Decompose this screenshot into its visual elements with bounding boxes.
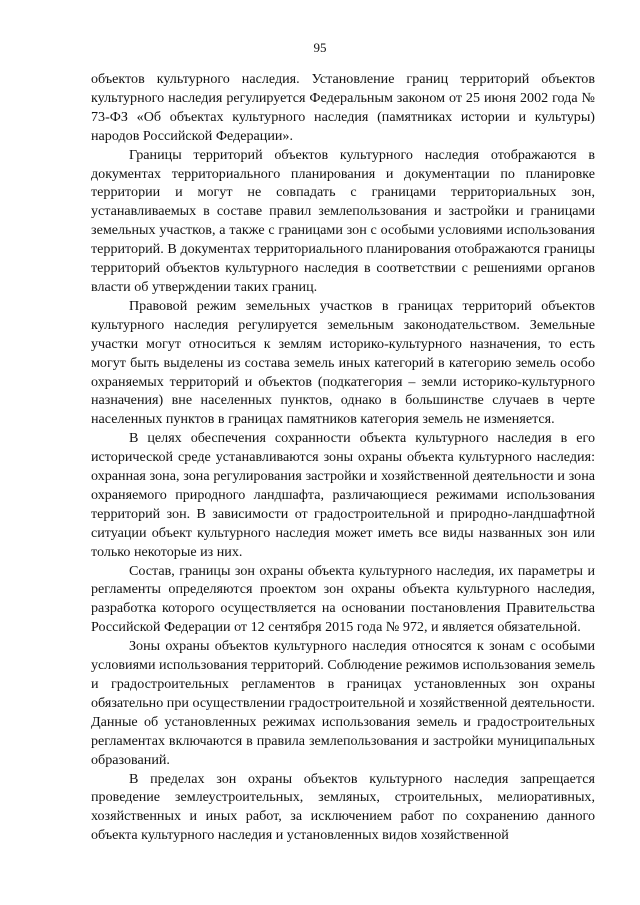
paragraph-zone-composition: Состав, границы зон охраны объекта культурного наследия, их параметры и регламенты определяются проектом зон охраны объекта культурного наследия, разработка которого осуществляется на основании постановления Правительства Российской Федерации от 12 сентября 2015 года № 972, и является обязательной. (91, 562, 595, 636)
paragraph-special-conditions: Зоны охраны объектов культурного наследия относятся к зонам с особыми условиями использования территорий. Соблюдение режимов использования земель и градостроительных регламентов в границах установленных зон охраны обязательно при осуществлении градостроительной и хозяйственной деятельности. Данные об установленных режимах использования земель и градостроительных регламентах включаются в правила землепользования и застройки муниципальных образований. (91, 638, 596, 768)
paragraph-protection-zones: В целях обеспечения сохранности объекта культурного наследия в его исторической среде устанавливаются зоны охраны объекта культурного наследия: охранная зона, зона регулирования застройки и хозяйственной деятельности и зона охраняемого природного ландшафта, различающиеся режимами использования территорий зон. В зависимости от градостроительной и природно-ландшафтной ситуации объект культурного наследия может иметь все виды названных зон или только некоторые из них. (91, 430, 595, 560)
paragraph-boundaries: Границы территорий объектов культурного наследия отображаются в документах территориального планирования и документации по планировке территории и могут не совпадать с границами территориальных зон, устанавливаемых в составе правил землепользования и застройки и границами земельных участков, а также с границами зон с особыми условиями использования территорий. В документах территориального планирования отображаются границы территорий объектов культурного наследия в соответствии с решениями органов власти об утверждении таких границ. (91, 146, 595, 295)
paragraph-legal-regime: Правовой режим земельных участков в границах территорий объектов культурного наследия регулируется земельным законодательством. Земельные участки могут относиться к землям историко-культурного назначения, то есть могут быть выделены из состава земель иных категорий в категорию земель особо охраняемых территорий и объектов (подкатегория – земли историко-культурного назначения) вне населенных пунктов, однако в большинстве случаев в черте населенных пунктов в границах памятников категория земель не изменяется. (91, 297, 595, 428)
paragraph-continuation: объектов культурного наследия. Установление границ территорий объектов культурного наследия регулируется Федеральным законом от 25 июня 2002 года № 73-ФЗ «Об объектах культурного наследия (памятниках истории и культуры) народов Российской Федерации». (91, 71, 595, 144)
page-number: 95 (313, 40, 327, 55)
paragraph-prohibitions: В пределах зон охраны объектов культурного наследия запрещается проведение землеустроительных, земляных, строительных, мелиоративных, хозяйственных и иных работ, за исключением работ по сохранению данного объекта культурного наследия и установленных видов хозяйственной (91, 770, 595, 844)
document-body (91, 70, 595, 845)
